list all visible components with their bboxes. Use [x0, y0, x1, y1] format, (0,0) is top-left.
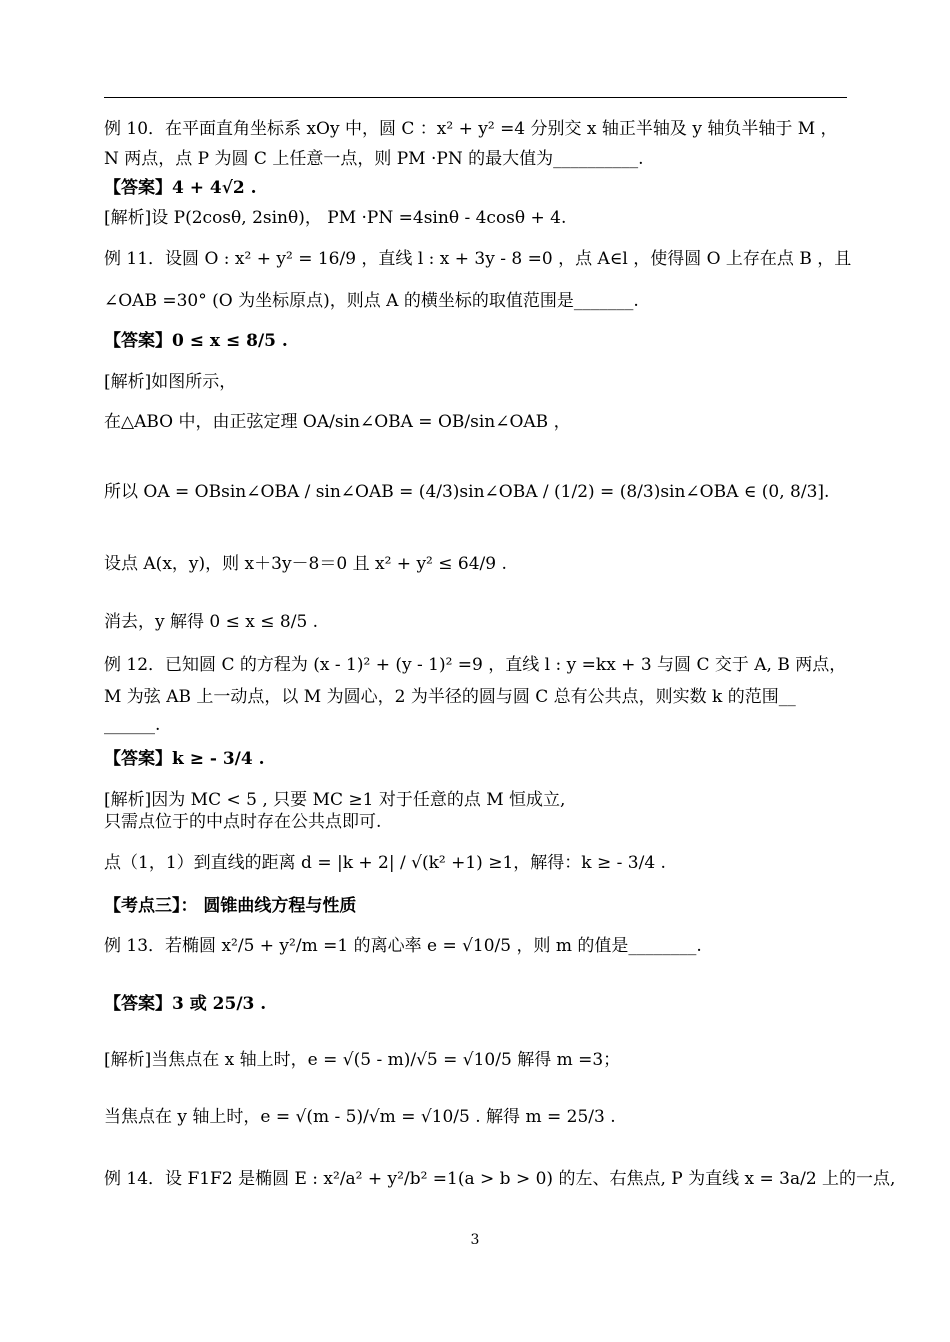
text-line: 只需点位于的中点时存在公共点即可. [104, 812, 382, 832]
text-line: 【答案】3 或 25/3 . [104, 994, 267, 1014]
page-number: 3 [470, 1232, 480, 1248]
text-line: 【答案】4 + 4√2 . [104, 178, 257, 198]
text-line: 例 13．若椭圆 x²/5 + y²/m =1 的离心率 e = √10/5 ，则 m 的值是________. [104, 936, 702, 956]
text-line: 在△ABO 中，由正弦定理 OA/sin∠OBA = OB/sin∠OAB ， [104, 412, 571, 432]
text-line: 【答案】k ≥ - 3/4 . [104, 749, 265, 769]
text-line: 当焦点在 y 轴上时，e = √(m - 5)/√m = √10/5 . 解得 m = 25/3 . [104, 1107, 616, 1127]
text-line: 设点 A(x，y)，则 x＋3y－8＝0 且 x² + y² ≤ 64/9 . [104, 554, 507, 574]
text-line: N 两点，点 P 为圆 C 上任意一点，则 PM ·PN 的最大值为__________. [104, 149, 644, 169]
text-line: [解析]如图所示， [104, 372, 237, 392]
text-line: 例 10．在平面直角坐标系 xOy 中，圆 C ：x² + y² =4 分别交 x 轴正半轴及 y 轴负半轴于 M ， [104, 119, 838, 139]
text-line: 例 14．设 F1F2 是椭圆 E : x²/a² + y²/b² =1(a > b > 0) 的左、右焦点, P 为直线 x = 3a/2 上的一点, [104, 1169, 896, 1189]
text-line: M 为弦 AB 上一动点，以 M 为圆心，2 为半径的圆与圆 C 总有公共点，则实数 k 的范围__ [104, 687, 796, 707]
text-line: 【答案】0 ≤ x ≤ 8/5 . [104, 331, 288, 351]
text-line: [解析]设 P(2cosθ, 2sinθ)， PM ·PN =4sinθ - 4cosθ + 4. [104, 208, 567, 228]
text-line: ______. [104, 715, 161, 735]
text-line: 【考点三】： 圆锥曲线方程与性质 [104, 896, 357, 916]
header-rule [104, 97, 847, 98]
text-line: 例 11．设圆 O : x² + y² = 16/9 ，直线 l : x + 3y - 8 =0 ，点 A∈l ，使得圆 O 上存在点 B ，且 [104, 249, 852, 269]
text-line: [解析]当焦点在 x 轴上时，e = √(5 - m)/√5 = √10/5 解得 m =3； [104, 1050, 621, 1070]
text-line: 例 12．已知圆 C 的方程为 (x - 1)² + (y - 1)² =9 ，直线 l : y =kx + 3 与圆 C 交于 A, B 两点， [104, 655, 847, 675]
text-line: 所以 OA = OBsin∠OBA / sin∠OAB = (4/3)sin∠OBA / (1/2) = (8/3)sin∠OBA ∈ (0, 8/3]. [104, 482, 830, 502]
text-line: ∠OAB =30° (O 为坐标原点)，则点 A 的横坐标的取值范围是_______. [104, 291, 639, 311]
text-line: [解析]因为 MC < 5 , 只要 MC ≥1 对于任意的点 M 恒成立, [104, 790, 566, 810]
text-line: 点（1，1）到直线的距离 d = |k + 2| / √(k² +1) ≥1，解得：k ≥ - 3/4 . [104, 853, 666, 873]
text-line: 消去，y 解得 0 ≤ x ≤ 8/5 . [104, 612, 319, 632]
